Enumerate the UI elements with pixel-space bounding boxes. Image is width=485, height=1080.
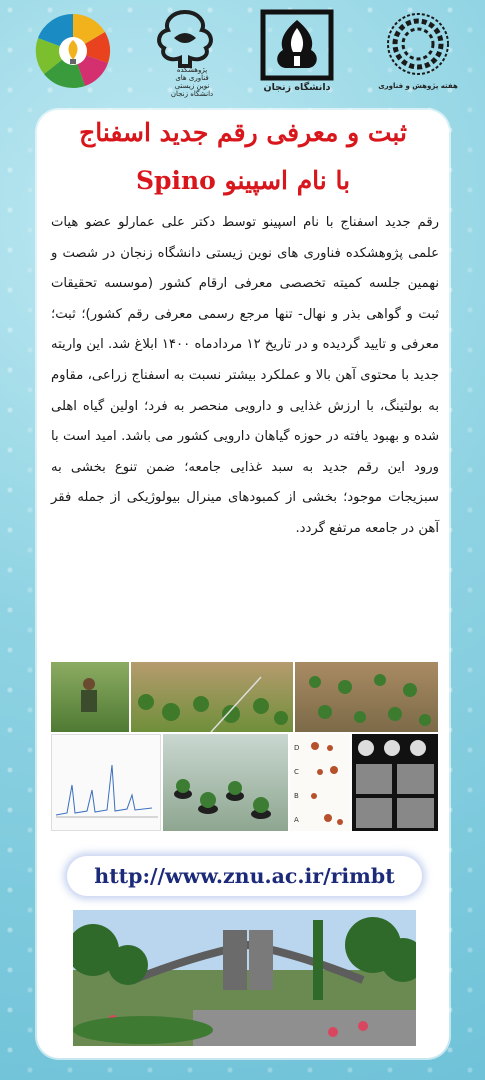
panel-letter-a: A [294, 816, 299, 824]
institute-caption-line: نوین زیستی [174, 82, 210, 90]
research-week-logo [376, 8, 460, 98]
biotech-colorful-logo [30, 8, 116, 94]
photo-collage [51, 662, 438, 832]
article-card [37, 110, 449, 1058]
institute-tree-logo [150, 8, 220, 98]
article-title-line1: ثبت و معرفی رقم جدید اسفناج [79, 118, 407, 147]
field-photo-person [51, 662, 129, 732]
campus-entrance-photo [73, 910, 416, 1046]
microscopy-grid [352, 734, 438, 831]
university-caption: دانشگاه زنجان [263, 82, 331, 93]
website-link[interactable]: http://www.znu.ac.ir/rimbt [67, 856, 422, 896]
institute-caption-line: فناوری های [175, 74, 209, 82]
article-title-line2: با نام اسپینو Spino [135, 166, 351, 195]
research-week-caption: هفته پژوهش و فناوری [378, 82, 458, 90]
panel-letter-c: C [294, 768, 299, 776]
panel-letter-b: B [294, 792, 299, 800]
panel-letter-d: D [294, 744, 300, 752]
university-logo [257, 8, 337, 98]
field-photo-plots [295, 662, 438, 732]
institute-caption-line: دانشگاه زنجان [170, 90, 214, 98]
chromatogram-chart-image [51, 734, 161, 831]
seed-samples-panel [290, 734, 350, 831]
institute-caption-line: پژوهشکده [176, 66, 208, 74]
article-body: رقم جدید اسفناج با نام اسپینو توسط دکتر علی عمارلو عضو هیات علمی پژوهشکده فناوری های نوین زیستی دانشگاه زنجان در شصت و نهمین جلسه کمیته تخصصی معرفی ارقام کشور (موسسه تحقیقات ثبت و گواهی بذر و نهال- تنها مرجع رسمی معرفی رقم کشور)؛ ثبت؛ معرفی و تایید گردیده و در تاریخ ۱۲ مردادماه ۱۴۰۰ ابلاغ شد. این واریته جدید با محتوی آهن بالا و عملکرد بیشتر نسبت به اسفناج زراعی، مقاوم به بولتینگ، با ارزش غذایی و دارویی منحصر به فرد؛ اولین گیاه اهلی شده و بهبود یافته در حوزه گیاهان دارویی کشور می باشد. امید است با ورود این رقم جدید به سبد غذایی جامعه؛ ضمن تنوع بخشی به سبزیجات موجود؛ بخشی از کمبودهای مینرال بیولوژیکی از جمله فقر آهن در جامعه مرتفع گردد. [51, 215, 440, 536]
greenhouse-pots-photo [163, 734, 288, 831]
logo-row [0, 8, 485, 98]
field-photo-rows [131, 662, 293, 732]
